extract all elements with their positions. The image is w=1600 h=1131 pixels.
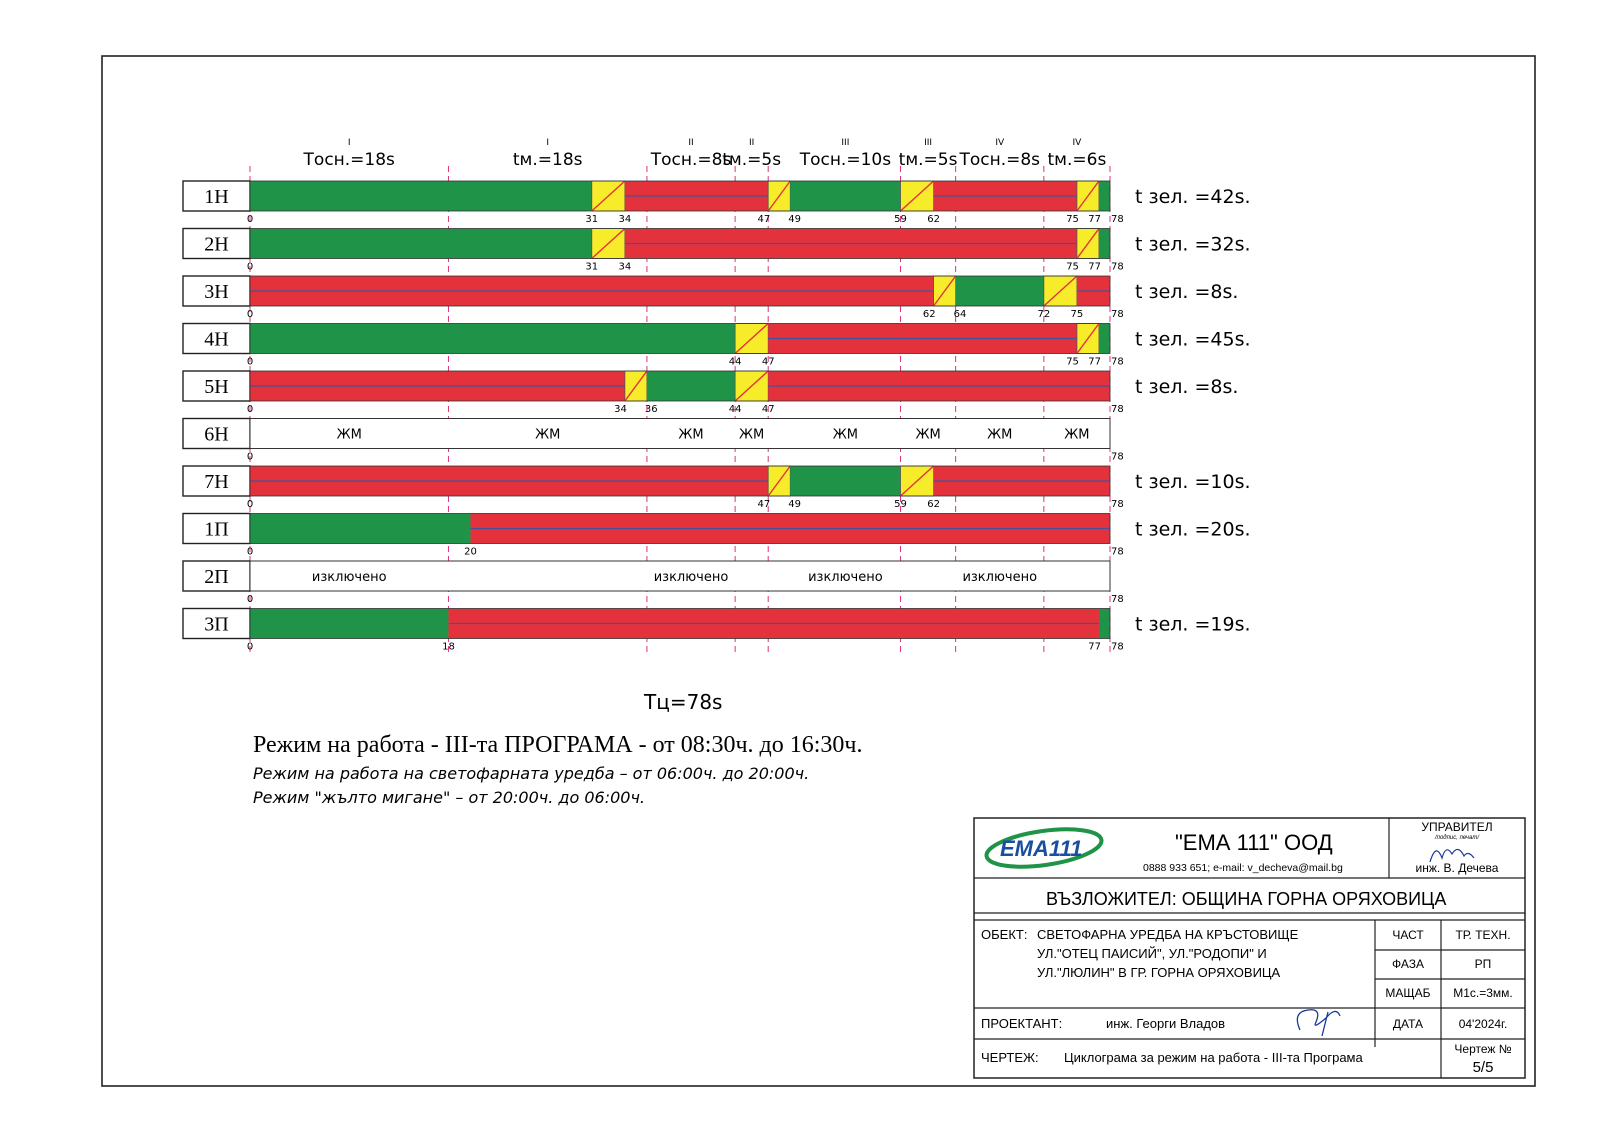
signal-7Н-mark-0: 0: [246, 499, 254, 510]
signal-name-6Н: 6Н: [204, 423, 229, 446]
phase-label: ФАЗА: [1392, 957, 1424, 971]
signal-1Н-mark-9: 78: [1111, 214, 1124, 225]
company-logo: [984, 823, 1104, 873]
signal-4Н-mark-3: 75: [1066, 356, 1079, 368]
signal-name-3Н: 3Н: [204, 281, 229, 303]
signal-2Н-mark-5: 78: [1111, 261, 1124, 273]
green-time-1Н: t зел. =42s.: [1135, 186, 1251, 208]
signal-5Н-mark-0: 0: [246, 404, 254, 415]
signal-3Н-mark-4: 75: [1070, 309, 1084, 320]
signal-2Н-mark-3: 75: [1066, 261, 1079, 273]
signal-5Н-segment-2: [647, 371, 735, 401]
designer-signature: [1297, 1010, 1340, 1036]
signal-4Н-mark-2: 47: [761, 356, 775, 368]
signal-6Н-state-3: ЖМ: [739, 427, 765, 443]
phase-roman-1: I: [546, 138, 550, 148]
phase-value: РП: [1474, 957, 1492, 971]
signal-6Н-state-5: ЖМ: [915, 427, 941, 443]
phase-label-2: Тосн.=8s: [650, 150, 732, 170]
signal-6Н-state-1: ЖМ: [535, 427, 561, 443]
signal-name-7Н: 7Н: [204, 471, 229, 493]
signal-1П-mark-1: 20: [464, 546, 477, 558]
phase-roman-7: IV: [1072, 138, 1082, 148]
drawing-no-label: Чертеж №: [1454, 1042, 1512, 1056]
company-name: "ЕМА 111" ООД: [1175, 830, 1333, 855]
object-line-3: УЛ."ЛЮЛИН" В ГР. ГОРНА ОРЯХОВИЦА: [1037, 965, 1281, 980]
signal-1Н-mark-2: 34: [618, 214, 632, 225]
signal-6Н-state-2: ЖМ: [678, 427, 704, 443]
signal-2П-mark-1: 78: [1111, 594, 1124, 605]
object-line-1: СВЕТОФАРНА УРЕДБА НА КРЪСТОВИЩЕ: [1037, 927, 1299, 942]
green-time-7Н: t зел. =10s.: [1135, 471, 1251, 493]
title-block: [974, 818, 1525, 1078]
signal-2П-state-4: изключено: [808, 570, 883, 585]
signal-2Н-mark-1: 31: [585, 261, 599, 273]
signal-5Н-mark-3: 44: [728, 404, 742, 415]
manager-sub: /подпис, печат/: [1434, 835, 1480, 841]
manager-label: УПРАВИТЕЛ: [1421, 820, 1493, 834]
scale-label: МАЩАБ: [1385, 986, 1431, 1000]
logo-text: EMA111: [1000, 836, 1083, 861]
signal-name-4Н: 4Н: [204, 328, 229, 351]
signal-name-5Н: 5Н: [204, 376, 229, 398]
signal-1П-mark-2: 78: [1111, 546, 1124, 558]
signal-5Н-mark-4: 47: [761, 404, 775, 415]
signal-7Н-segment-2: [790, 466, 900, 496]
signal-3Н-mark-0: 0: [246, 309, 254, 320]
signal-name-1Н: 1Н: [204, 186, 229, 208]
signal-1Н-mark-4: 49: [788, 214, 801, 225]
signal-1Н-mark-0: 0: [246, 214, 254, 225]
signal-1Н-mark-8: 77: [1088, 214, 1101, 225]
signal-4Н-mark-1: 44: [728, 356, 742, 368]
signal-5Н-mark-2: 36: [644, 404, 658, 415]
signal-1П-segment-0: [250, 514, 471, 544]
signal-name-2Н: 2Н: [204, 233, 229, 256]
designer-name: инж. Георги Владов: [1106, 1016, 1226, 1031]
signal-2Н-segment-4: [1099, 229, 1110, 259]
signal-2П-state-2: изключено: [653, 570, 729, 585]
signal-1Н-segment-8: [1099, 181, 1110, 211]
signal-4Н-mark-4: 77: [1088, 356, 1101, 368]
signal-3П-mark-3: 78: [1111, 641, 1124, 653]
phase-roman-4: III: [841, 138, 850, 148]
mode-line-1: Режим на работа на светофарната уредба – от 06:00ч. до 20:00ч.: [253, 764, 810, 783]
phase-roman-5: III: [924, 138, 933, 148]
signal-1Н-mark-3: 47: [757, 214, 771, 225]
phase-label-5: tм.=5s: [898, 150, 958, 170]
green-time-3П: t зел. =19s.: [1135, 613, 1251, 636]
signal-3П-segment-0: [250, 609, 448, 639]
signal-4Н-segment-0: [250, 324, 735, 354]
signal-7Н-mark-2: 49: [788, 499, 801, 510]
signal-4Н-segment-4: [1099, 324, 1110, 354]
signal-3П-segment-2: [1099, 609, 1110, 639]
signal-3Н-mark-1: 62: [922, 309, 936, 320]
signal-3П-mark-0: 0: [246, 641, 254, 653]
signal-name-2П: 2П: [204, 566, 229, 588]
signal-6Н-state-7: ЖМ: [1064, 427, 1090, 443]
date-label: ДАТА: [1392, 1017, 1424, 1031]
signal-2П-mark-0: 0: [246, 594, 254, 605]
signal-name-1П: 1П: [204, 518, 229, 541]
signal-2Н-mark-0: 0: [246, 261, 254, 273]
designer-label: ПРОЕКТАНТ:: [981, 1016, 1063, 1031]
signal-3Н-mark-5: 78: [1111, 309, 1124, 320]
signal-7Н-mark-3: 59: [894, 499, 907, 510]
signal-3Н-segment-2: [956, 276, 1044, 306]
part-label: ЧАСТ: [1392, 928, 1424, 942]
cycle-label: Tц=78s: [644, 690, 723, 714]
signal-5Н-mark-5: 78: [1111, 404, 1124, 415]
mode-title: Режим на работа - III-та ПРОГРАМА - от 08:30ч. до 16:30ч.: [253, 732, 863, 758]
signal-1П-mark-0: 0: [246, 546, 254, 558]
object-label: ОБЕКТ:: [981, 927, 1028, 942]
phase-label-3: tм.=5s: [722, 150, 782, 170]
part-value: ТР. ТЕХН.: [1455, 928, 1511, 942]
signal-7Н-mark-1: 47: [757, 499, 771, 510]
signal-1Н-segment-4: [790, 181, 900, 211]
client-line: ВЪЗЛОЖИТЕЛ: ОБЩИНА ГОРНА ОРЯХОВИЦА: [1046, 889, 1447, 909]
phase-roman-3: II: [749, 138, 755, 148]
green-time-5Н: t зел. =8s.: [1135, 376, 1239, 398]
signal-6Н-state-6: ЖМ: [987, 427, 1013, 443]
signal-2Н-mark-2: 34: [618, 261, 632, 273]
phase-label-4: Тосн.=10s: [799, 150, 892, 170]
signal-6Н-mark-1: 78: [1111, 451, 1124, 463]
phase-label-0: Тосн.=18s: [303, 150, 395, 170]
phase-label-7: tм.=6s: [1047, 150, 1107, 170]
signal-5Н-mark-1: 34: [614, 404, 627, 415]
phase-roman-6: IV: [995, 138, 1005, 148]
signal-4Н-mark-0: 0: [246, 356, 254, 368]
signal-2Н-mark-4: 77: [1088, 261, 1101, 273]
phase-roman-2: II: [688, 138, 694, 148]
company-contact: 0888 933 651; e-mail: v_decheva@mail.bg: [1143, 862, 1343, 874]
signal-6Н-state-0: ЖМ: [336, 427, 362, 443]
signal-2П-state-0: изключено: [311, 570, 387, 585]
signal-3Н-mark-2: 64: [953, 309, 967, 320]
phase-label-6: Тосн.=8s: [959, 150, 1041, 170]
signal-2Н-segment-0: [250, 229, 592, 259]
signal-3П-mark-2: 77: [1088, 641, 1101, 653]
signal-1Н-segment-0: [250, 181, 592, 211]
green-time-2Н: t зел. =32s.: [1135, 233, 1251, 256]
signal-1Н-mark-5: 59: [894, 214, 907, 225]
phase-roman-0: I: [347, 138, 351, 148]
drawing-no: 5/5: [1472, 1059, 1494, 1076]
manager-name: инж. В. Дечева: [1415, 861, 1499, 875]
signal-3Н-mark-3: 72: [1037, 309, 1051, 320]
cyclogram-diagram: [183, 138, 1251, 656]
drawing-title: Циклограма за режим на работа - III-та Програма: [1064, 1050, 1363, 1065]
signal-1Н-mark-6: 62: [927, 214, 940, 225]
signal-name-3П: 3П: [204, 613, 229, 636]
signal-3П-mark-1: 18: [442, 641, 455, 653]
signal-4Н-mark-5: 78: [1111, 356, 1124, 368]
object-line-2: УЛ."ОТЕЦ ПАИСИЙ", УЛ."РОДОПИ" И: [1037, 946, 1267, 961]
mode-line-2: Режим "жълто мигане" – от 20:00ч. до 06:00ч.: [253, 788, 645, 807]
signal-1Н-mark-7: 75: [1066, 214, 1079, 225]
green-time-4Н: t зел. =45s.: [1135, 328, 1251, 351]
green-time-1П: t зел. =20s.: [1135, 518, 1251, 541]
drawing-label: ЧЕРТЕЖ:: [981, 1050, 1039, 1065]
date-value: 04'2024г.: [1458, 1017, 1508, 1031]
signal-7Н-mark-4: 62: [927, 499, 940, 510]
scale-value: М1с.=3мм.: [1453, 986, 1513, 1000]
green-time-3Н: t зел. =8s.: [1135, 281, 1239, 303]
phase-label-1: tм.=18s: [512, 150, 583, 170]
signal-6Н-state-4: ЖМ: [832, 427, 859, 443]
signal-2П-state-6: изключено: [962, 570, 1038, 585]
signal-1Н-mark-1: 31: [585, 214, 599, 225]
signal-7Н-mark-5: 78: [1111, 499, 1124, 510]
signal-6Н-mark-0: 0: [246, 451, 254, 463]
